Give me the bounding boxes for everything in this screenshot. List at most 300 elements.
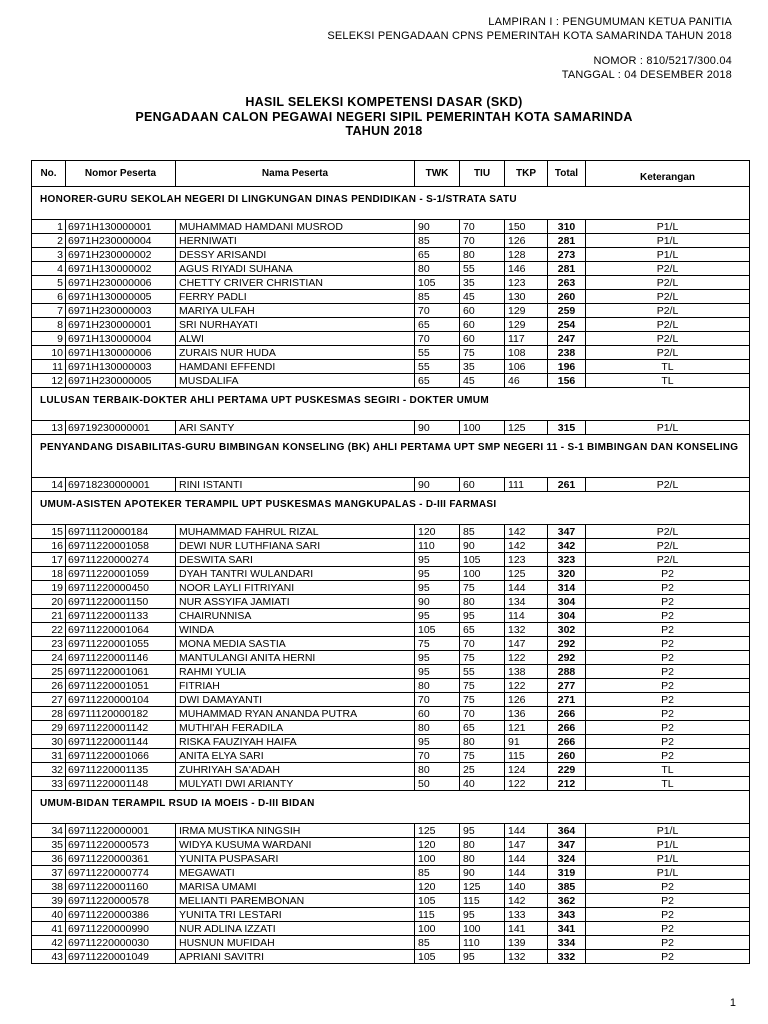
tkp-score: 142 bbox=[505, 539, 548, 553]
nama-peserta: RISKA FAUZIYAH HAIFA bbox=[176, 735, 415, 749]
nama-peserta: YUNITA TRI LESTARI bbox=[176, 908, 415, 922]
twk-score: 100 bbox=[415, 922, 460, 936]
tkp-score: 144 bbox=[505, 866, 548, 880]
row-number: 43 bbox=[32, 950, 66, 964]
total-score: 263 bbox=[548, 276, 586, 290]
tiu-score: 125 bbox=[460, 880, 505, 894]
row-number: 26 bbox=[32, 679, 66, 693]
category-row bbox=[32, 791, 750, 824]
row-number: 29 bbox=[32, 721, 66, 735]
tiu-score: 45 bbox=[460, 374, 505, 388]
nomor-peserta: 69711220001059 bbox=[66, 567, 176, 581]
table-row bbox=[32, 248, 750, 262]
total-score: 343 bbox=[548, 908, 586, 922]
total-score: 260 bbox=[548, 749, 586, 763]
nama-peserta: MELIANTI PAREMBONAN bbox=[176, 894, 415, 908]
nama-peserta: ARI SANTY bbox=[176, 421, 415, 435]
nomor-peserta: 69711220000104 bbox=[66, 693, 176, 707]
row-number: 21 bbox=[32, 609, 66, 623]
category-label: PENYANDANG DISABILITAS-GURU BIMBINGAN KONSELING (BK) AHLI PERTAMA UPT SMP NEGERI 11 - S-1 BIMBINGAN DAN KONSELING bbox=[32, 435, 750, 478]
nama-peserta: IRMA MUSTIKA NINGSIH bbox=[176, 824, 415, 838]
table-row bbox=[32, 220, 750, 234]
table-row bbox=[32, 525, 750, 539]
total-score: 385 bbox=[548, 880, 586, 894]
table-row bbox=[32, 234, 750, 248]
table-row bbox=[32, 824, 750, 838]
keterangan: P2 bbox=[586, 908, 750, 922]
total-score: 156 bbox=[548, 374, 586, 388]
row-number: 31 bbox=[32, 749, 66, 763]
table-row bbox=[32, 665, 750, 679]
twk-score: 90 bbox=[415, 421, 460, 435]
total-score: 334 bbox=[548, 936, 586, 950]
twk-score: 55 bbox=[415, 346, 460, 360]
row-number: 25 bbox=[32, 665, 66, 679]
nama-peserta: NUR ASSYIFA JAMIATI bbox=[176, 595, 415, 609]
nomor-peserta: 69711220000990 bbox=[66, 922, 176, 936]
row-number: 11 bbox=[32, 360, 66, 374]
results-table bbox=[31, 160, 750, 964]
table-row bbox=[32, 595, 750, 609]
nomor-peserta: 69719230000001 bbox=[66, 421, 176, 435]
row-number: 42 bbox=[32, 936, 66, 950]
nama-peserta: WIDYA KUSUMA WARDANI bbox=[176, 838, 415, 852]
row-number: 34 bbox=[32, 824, 66, 838]
total-score: 315 bbox=[548, 421, 586, 435]
row-number: 3 bbox=[32, 248, 66, 262]
header-nomor: NOMOR : 810/5217/300.04 bbox=[593, 55, 732, 67]
tkp-score: 130 bbox=[505, 290, 548, 304]
nama-peserta: MUHAMMAD FAHRUL RIZAL bbox=[176, 525, 415, 539]
tkp-score: 147 bbox=[505, 838, 548, 852]
row-number: 32 bbox=[32, 763, 66, 777]
table-row bbox=[32, 318, 750, 332]
table-row bbox=[32, 304, 750, 318]
table-row bbox=[32, 553, 750, 567]
keterangan: P1/L bbox=[586, 234, 750, 248]
table-row bbox=[32, 637, 750, 651]
keterangan: P2 bbox=[586, 721, 750, 735]
nama-peserta: DYAH TANTRI WULANDARI bbox=[176, 567, 415, 581]
keterangan: P2 bbox=[586, 922, 750, 936]
nama-peserta: MUSDALIFA bbox=[176, 374, 415, 388]
tkp-score: 126 bbox=[505, 234, 548, 248]
twk-score: 95 bbox=[415, 567, 460, 581]
table-row bbox=[32, 763, 750, 777]
tkp-score: 132 bbox=[505, 950, 548, 964]
tkp-score: 123 bbox=[505, 276, 548, 290]
tiu-score: 80 bbox=[460, 838, 505, 852]
keterangan: P2/L bbox=[586, 318, 750, 332]
twk-score: 55 bbox=[415, 360, 460, 374]
nama-peserta: NOOR LAYLI FITRIYANI bbox=[176, 581, 415, 595]
tkp-score: 133 bbox=[505, 908, 548, 922]
tiu-score: 75 bbox=[460, 581, 505, 595]
twk-score: 100 bbox=[415, 852, 460, 866]
total-score: 288 bbox=[548, 665, 586, 679]
tiu-score: 35 bbox=[460, 360, 505, 374]
keterangan: P2/L bbox=[586, 276, 750, 290]
tiu-score: 25 bbox=[460, 763, 505, 777]
nomor-peserta: 69711220000578 bbox=[66, 894, 176, 908]
tiu-score: 75 bbox=[460, 651, 505, 665]
nomor-peserta: 69711120000182 bbox=[66, 707, 176, 721]
nomor-peserta: 6971H230000002 bbox=[66, 248, 176, 262]
col-header-total: Total bbox=[548, 161, 586, 187]
keterangan: TL bbox=[586, 374, 750, 388]
table-row bbox=[32, 421, 750, 435]
col-header-tkp: TKP bbox=[505, 161, 548, 187]
twk-score: 90 bbox=[415, 595, 460, 609]
tkp-score: 91 bbox=[505, 735, 548, 749]
category-row bbox=[32, 492, 750, 525]
tkp-score: 126 bbox=[505, 693, 548, 707]
keterangan: P2 bbox=[586, 749, 750, 763]
col-header-twk: TWK bbox=[415, 161, 460, 187]
twk-score: 125 bbox=[415, 824, 460, 838]
tkp-score: 123 bbox=[505, 553, 548, 567]
tkp-score: 141 bbox=[505, 922, 548, 936]
keterangan: P2 bbox=[586, 880, 750, 894]
row-number: 24 bbox=[32, 651, 66, 665]
keterangan: TL bbox=[586, 360, 750, 374]
tkp-score: 139 bbox=[505, 936, 548, 950]
row-number: 33 bbox=[32, 777, 66, 791]
twk-score: 95 bbox=[415, 553, 460, 567]
table-header-row bbox=[32, 161, 750, 187]
total-score: 277 bbox=[548, 679, 586, 693]
twk-score: 120 bbox=[415, 525, 460, 539]
tkp-score: 106 bbox=[505, 360, 548, 374]
nomor-peserta: 69711220001142 bbox=[66, 721, 176, 735]
tiu-score: 100 bbox=[460, 421, 505, 435]
table-row bbox=[32, 374, 750, 388]
keterangan: P2 bbox=[586, 894, 750, 908]
row-number: 14 bbox=[32, 478, 66, 492]
table-row bbox=[32, 721, 750, 735]
tiu-score: 95 bbox=[460, 609, 505, 623]
total-score: 196 bbox=[548, 360, 586, 374]
nomor-peserta: 6971H130000003 bbox=[66, 360, 176, 374]
nama-peserta: MUHAMMAD HAMDANI MUSROD bbox=[176, 220, 415, 234]
tiu-score: 75 bbox=[460, 693, 505, 707]
nomor-peserta: 69711220001066 bbox=[66, 749, 176, 763]
nomor-peserta: 6971H230000004 bbox=[66, 234, 176, 248]
row-number: 35 bbox=[32, 838, 66, 852]
keterangan: P2 bbox=[586, 609, 750, 623]
total-score: 238 bbox=[548, 346, 586, 360]
nomor-peserta: 69711220001064 bbox=[66, 623, 176, 637]
tiu-score: 85 bbox=[460, 525, 505, 539]
row-number: 9 bbox=[32, 332, 66, 346]
total-score: 319 bbox=[548, 866, 586, 880]
twk-score: 60 bbox=[415, 707, 460, 721]
nomor-peserta: 69711220000274 bbox=[66, 553, 176, 567]
col-header-keterangan: Keterangan bbox=[586, 161, 750, 187]
nomor-peserta: 69711220000030 bbox=[66, 936, 176, 950]
nomor-peserta: 69711220001133 bbox=[66, 609, 176, 623]
row-number: 28 bbox=[32, 707, 66, 721]
total-score: 332 bbox=[548, 950, 586, 964]
row-number: 37 bbox=[32, 866, 66, 880]
tiu-score: 80 bbox=[460, 248, 505, 262]
twk-score: 80 bbox=[415, 262, 460, 276]
nama-peserta: DEWI NUR LUTHFIANA SARI bbox=[176, 539, 415, 553]
title-line-3: TAHUN 2018 bbox=[345, 124, 423, 138]
nama-peserta: MUHAMMAD RYAN ANANDA PUTRA bbox=[176, 707, 415, 721]
table-row bbox=[32, 623, 750, 637]
tiu-score: 80 bbox=[460, 852, 505, 866]
page-number: 1 bbox=[729, 997, 736, 1009]
keterangan: P2 bbox=[586, 651, 750, 665]
tkp-score: 147 bbox=[505, 637, 548, 651]
tkp-score: 111 bbox=[505, 478, 548, 492]
total-score: 259 bbox=[548, 304, 586, 318]
table-row bbox=[32, 749, 750, 763]
row-number: 39 bbox=[32, 894, 66, 908]
twk-score: 85 bbox=[415, 290, 460, 304]
tiu-score: 90 bbox=[460, 866, 505, 880]
total-score: 320 bbox=[548, 567, 586, 581]
keterangan: P2 bbox=[586, 637, 750, 651]
table-row bbox=[32, 693, 750, 707]
nomor-peserta: 6971H230000006 bbox=[66, 276, 176, 290]
twk-score: 95 bbox=[415, 735, 460, 749]
category-label: UMUM-ASISTEN APOTEKER TERAMPIL UPT PUSKESMAS MANGKUPALAS - D-III FARMASI bbox=[32, 492, 750, 525]
tkp-score: 117 bbox=[505, 332, 548, 346]
twk-score: 90 bbox=[415, 220, 460, 234]
twk-score: 105 bbox=[415, 623, 460, 637]
nomor-peserta: 69711220000573 bbox=[66, 838, 176, 852]
tkp-score: 124 bbox=[505, 763, 548, 777]
keterangan: P2 bbox=[586, 707, 750, 721]
tiu-score: 70 bbox=[460, 637, 505, 651]
keterangan: P2 bbox=[586, 950, 750, 964]
nomor-peserta: 69711220001061 bbox=[66, 665, 176, 679]
table-row bbox=[32, 707, 750, 721]
tkp-score: 129 bbox=[505, 304, 548, 318]
tkp-score: 144 bbox=[505, 581, 548, 595]
total-score: 310 bbox=[548, 220, 586, 234]
row-number: 5 bbox=[32, 276, 66, 290]
row-number: 30 bbox=[32, 735, 66, 749]
table-row bbox=[32, 777, 750, 791]
twk-score: 90 bbox=[415, 478, 460, 492]
table-row bbox=[32, 609, 750, 623]
twk-score: 105 bbox=[415, 276, 460, 290]
nama-peserta: RINI ISTANTI bbox=[176, 478, 415, 492]
nomor-peserta: 6971H230000003 bbox=[66, 304, 176, 318]
total-score: 266 bbox=[548, 707, 586, 721]
keterangan: TL bbox=[586, 777, 750, 791]
tkp-score: 136 bbox=[505, 707, 548, 721]
tiu-score: 115 bbox=[460, 894, 505, 908]
twk-score: 70 bbox=[415, 749, 460, 763]
nama-peserta: CHAIRUNNISA bbox=[176, 609, 415, 623]
tiu-score: 65 bbox=[460, 721, 505, 735]
table-row bbox=[32, 262, 750, 276]
keterangan: P2/L bbox=[586, 478, 750, 492]
total-score: 323 bbox=[548, 553, 586, 567]
row-number: 15 bbox=[32, 525, 66, 539]
header-tanggal: TANGGAL : 04 DESEMBER 2018 bbox=[561, 69, 732, 81]
nama-peserta: MARIYA ULFAH bbox=[176, 304, 415, 318]
nama-peserta: ALWI bbox=[176, 332, 415, 346]
table-row bbox=[32, 908, 750, 922]
twk-score: 85 bbox=[415, 866, 460, 880]
tkp-score: 138 bbox=[505, 665, 548, 679]
tiu-score: 60 bbox=[460, 318, 505, 332]
keterangan: P2 bbox=[586, 595, 750, 609]
nama-peserta: MARISA UMAMI bbox=[176, 880, 415, 894]
row-number: 2 bbox=[32, 234, 66, 248]
nomor-peserta: 69711220001150 bbox=[66, 595, 176, 609]
twk-score: 120 bbox=[415, 838, 460, 852]
table-row bbox=[32, 290, 750, 304]
document-title bbox=[0, 95, 768, 139]
tiu-score: 35 bbox=[460, 276, 505, 290]
tiu-score: 80 bbox=[460, 735, 505, 749]
keterangan: P2 bbox=[586, 693, 750, 707]
table-row bbox=[32, 581, 750, 595]
nama-peserta: MUTHI'AH FERADILA bbox=[176, 721, 415, 735]
total-score: 247 bbox=[548, 332, 586, 346]
nomor-peserta: 69711220001160 bbox=[66, 880, 176, 894]
row-number: 36 bbox=[32, 852, 66, 866]
nomor-peserta: 69711120000184 bbox=[66, 525, 176, 539]
table-row bbox=[32, 922, 750, 936]
table-row bbox=[32, 950, 750, 964]
tkp-score: 125 bbox=[505, 567, 548, 581]
tkp-score: 115 bbox=[505, 749, 548, 763]
tiu-score: 95 bbox=[460, 950, 505, 964]
total-score: 212 bbox=[548, 777, 586, 791]
twk-score: 80 bbox=[415, 721, 460, 735]
tiu-score: 75 bbox=[460, 749, 505, 763]
tiu-score: 70 bbox=[460, 707, 505, 721]
table-row bbox=[32, 735, 750, 749]
row-number: 10 bbox=[32, 346, 66, 360]
nomor-peserta: 69711220001148 bbox=[66, 777, 176, 791]
keterangan: P1/L bbox=[586, 866, 750, 880]
tiu-score: 100 bbox=[460, 567, 505, 581]
tiu-score: 100 bbox=[460, 922, 505, 936]
keterangan: P1/L bbox=[586, 838, 750, 852]
nama-peserta: WINDA bbox=[176, 623, 415, 637]
tkp-score: 142 bbox=[505, 525, 548, 539]
nomor-peserta: 69711220000774 bbox=[66, 866, 176, 880]
keterangan: P2/L bbox=[586, 525, 750, 539]
row-number: 13 bbox=[32, 421, 66, 435]
keterangan: P1/L bbox=[586, 220, 750, 234]
nama-peserta: DESSY ARISANDI bbox=[176, 248, 415, 262]
tiu-score: 110 bbox=[460, 936, 505, 950]
table-row bbox=[32, 838, 750, 852]
row-number: 41 bbox=[32, 922, 66, 936]
category-label: LULUSAN TERBAIK-DOKTER AHLI PERTAMA UPT PUSKESMAS SEGIRI - DOKTER UMUM bbox=[32, 388, 750, 421]
tkp-score: 121 bbox=[505, 721, 548, 735]
keterangan: P2 bbox=[586, 567, 750, 581]
nama-peserta: HAMDANI EFFENDI bbox=[176, 360, 415, 374]
nomor-peserta: 69711220001135 bbox=[66, 763, 176, 777]
row-number: 23 bbox=[32, 637, 66, 651]
row-number: 16 bbox=[32, 539, 66, 553]
row-number: 7 bbox=[32, 304, 66, 318]
keterangan: P1/L bbox=[586, 421, 750, 435]
category-label: HONORER-GURU SEKOLAH NEGERI DI LINGKUNGAN DINAS PENDIDIKAN - S-1/STRATA SATU bbox=[32, 187, 750, 220]
nomor-peserta: 69711220001055 bbox=[66, 637, 176, 651]
nomor-peserta: 69711220001144 bbox=[66, 735, 176, 749]
total-score: 261 bbox=[548, 478, 586, 492]
tkp-score: 128 bbox=[505, 248, 548, 262]
keterangan: TL bbox=[586, 763, 750, 777]
keterangan: P1/L bbox=[586, 852, 750, 866]
tiu-score: 90 bbox=[460, 539, 505, 553]
keterangan: P2/L bbox=[586, 553, 750, 567]
nomor-peserta: 69711220001146 bbox=[66, 651, 176, 665]
nomor-peserta: 69711220000386 bbox=[66, 908, 176, 922]
nama-peserta: AGUS RIYADI SUHANA bbox=[176, 262, 415, 276]
title-line-2: PENGADAAN CALON PEGAWAI NEGERI SIPIL PEMERINTAH KOTA SAMARINDA bbox=[135, 109, 633, 124]
nama-peserta: ZURAIS NUR HUDA bbox=[176, 346, 415, 360]
nomor-peserta: 69711220000450 bbox=[66, 581, 176, 595]
tkp-score: 144 bbox=[505, 824, 548, 838]
col-header-tiu: TIU bbox=[460, 161, 505, 187]
tiu-score: 65 bbox=[460, 623, 505, 637]
tiu-score: 75 bbox=[460, 346, 505, 360]
tiu-score: 55 bbox=[460, 262, 505, 276]
tkp-score: 150 bbox=[505, 220, 548, 234]
twk-score: 80 bbox=[415, 763, 460, 777]
nomor-peserta: 69718230000001 bbox=[66, 478, 176, 492]
twk-score: 70 bbox=[415, 304, 460, 318]
tiu-score: 60 bbox=[460, 304, 505, 318]
tkp-score: 122 bbox=[505, 679, 548, 693]
tiu-score: 40 bbox=[460, 777, 505, 791]
nomor-peserta: 6971H230000005 bbox=[66, 374, 176, 388]
total-score: 314 bbox=[548, 581, 586, 595]
category-row bbox=[32, 388, 750, 421]
keterangan: P2 bbox=[586, 679, 750, 693]
total-score: 292 bbox=[548, 651, 586, 665]
total-score: 266 bbox=[548, 735, 586, 749]
category-row bbox=[32, 187, 750, 220]
nama-peserta: HERNIWATI bbox=[176, 234, 415, 248]
table-row bbox=[32, 346, 750, 360]
twk-score: 65 bbox=[415, 374, 460, 388]
keterangan: P2 bbox=[586, 665, 750, 679]
table-row bbox=[32, 478, 750, 492]
nomor-peserta: 69711220000001 bbox=[66, 824, 176, 838]
tiu-score: 95 bbox=[460, 908, 505, 922]
category-row bbox=[32, 435, 750, 478]
tkp-score: 144 bbox=[505, 852, 548, 866]
tiu-score: 95 bbox=[460, 824, 505, 838]
col-header-no: No. bbox=[32, 161, 66, 187]
total-score: 347 bbox=[548, 525, 586, 539]
total-score: 304 bbox=[548, 609, 586, 623]
total-score: 341 bbox=[548, 922, 586, 936]
twk-score: 85 bbox=[415, 936, 460, 950]
total-score: 347 bbox=[548, 838, 586, 852]
total-score: 273 bbox=[548, 248, 586, 262]
nomor-peserta: 69711220000361 bbox=[66, 852, 176, 866]
total-score: 260 bbox=[548, 290, 586, 304]
keterangan: P2/L bbox=[586, 346, 750, 360]
keterangan: P2 bbox=[586, 735, 750, 749]
nomor-peserta: 6971H130000004 bbox=[66, 332, 176, 346]
twk-score: 80 bbox=[415, 679, 460, 693]
